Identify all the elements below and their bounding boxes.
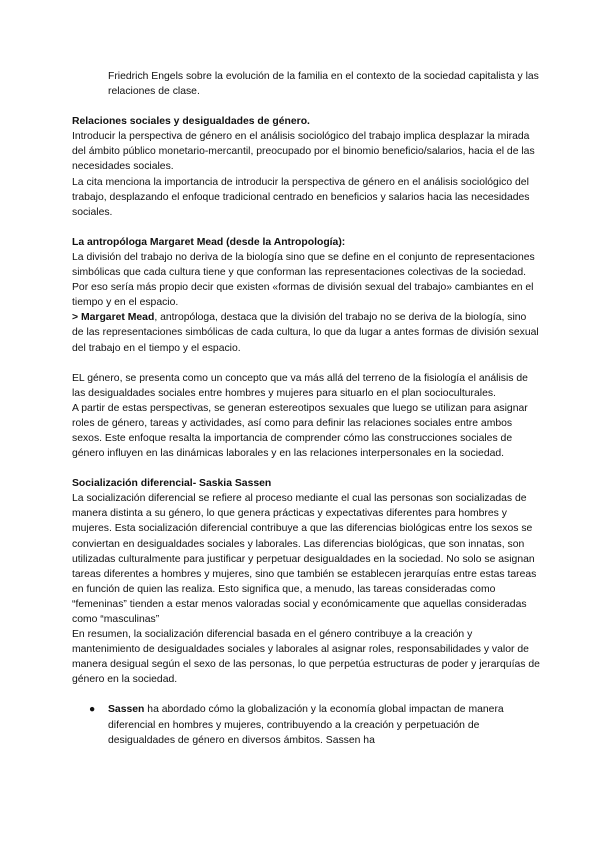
intro-paragraph: Friedrich Engels sobre la evolución de la familia en el contexto de la sociedad capitalista y las relaciones de clase.: [108, 71, 539, 98]
paragraph: En resumen, la socialización diferencial basada en el género contribuye a la creación y mantenimiento de desigualdades sociales y laborales al asignar roles, responsabilidades y valor de manera desigual según el sexo de las personas, lo que perpetúa estructuras de poder y jerarquías de género en la sociedad.: [72, 629, 540, 686]
mead-text: , antropóloga, destaca que la división del trabajo no se deriva de la biología, sino de las representaciones simbólicas de cada cultura, lo que da lugar a antes formas de división sexual del trabajo en el tiempo y el espacio.: [72, 312, 539, 354]
mead-prefix: >: [72, 312, 81, 324]
list-item: [72, 702, 540, 747]
paragraph: Introducir la perspectiva de género en el análisis sociológico del trabajo implica desplazar la mirada del ámbito público monetario-mercantil, preocupado por el binomio beneficio/salarios, hacia el de las necesidades sociales.: [72, 131, 535, 173]
section-heading-relaciones: Relaciones sociales y desigualdades de género.: [72, 116, 310, 128]
bullet-icon: ●: [89, 704, 96, 716]
bullet-bold: Sassen: [108, 704, 145, 716]
section-heading-socializacion: Socialización diferencial- Saskia Sassen: [72, 478, 272, 490]
paragraph: A partir de estas perspectivas, se generan estereotipos sexuales que luego se utilizan para asignar roles de género, tareas y actividades, así como para definir las relaciones sociales entre ambos sexos. Este enfoque resalta la importancia de comprender cómo las construcciones sociales de género influyen en las dinámicas laborales y en las relaciones interpersonales en la sociedad.: [72, 402, 528, 460]
bullet-body: ha abordado cómo la globalización y la economía global impactan de manera diferencial en hombres y mujeres, contribuyendo a la creación y perpetuación de desigualdades de género en diversos ámbitos. Sassen ha: [108, 704, 504, 746]
paragraph: La división del trabajo no deriva de la biología sino que se define en el conjunto de representaciones simbólicas que cada cultura tiene y que conforman las representaciones colectivas de la sociedad. Por eso sería más propio decir que existen «formas de división sexual del trabajo» cambiantes en el tiempo y en el espacio.: [72, 251, 535, 309]
section-heading-margaret-mead: La antropóloga Margaret Mead (desde la Antropología):: [72, 236, 346, 248]
paragraph: La socialización diferencial se refiere al proceso mediante el cual las personas son socializadas de manera distinta a su género, lo que genera prácticas y expectativas diferentes para hombres y mujeres. Esta socialización diferencial contribuye a que las diferencias biológicas entre los sexos se conviertan en desigualdades sociales y laborales. Las diferencias biológicas, que son innatas, son utilizadas culturalmente para justificar y perpetuar desigualdades en la sociedad. No solo se asignan tareas diferentes a hombres y mujeres, sino que también se establecen jerarquías entre estas tareas en función de quien las realiza. Esto significa que, a menudo, las tareas consideradas como “femeninas” tienden a estar menos valoradas social y económicamente que aquellas consideradas como “masculinas”: [72, 493, 537, 625]
paragraph: La cita menciona la importancia de introducir la perspectiva de género en el análisis sociológico del trabajo, desplazando el enfoque tradicional centrado en beneficios y salarios hacia las necesidades sociales.: [72, 176, 530, 218]
paragraph-mead-summary: [72, 310, 540, 355]
paragraph: EL género, se presenta como un concepto que va más allá del terreno de la fisiología el análisis de las desigualdades sociales entre hombres y mujeres para situarlo en el plan socioculturales.: [72, 372, 528, 399]
mead-name: Margaret Mead: [80, 312, 155, 324]
bullet-text: [108, 702, 540, 747]
